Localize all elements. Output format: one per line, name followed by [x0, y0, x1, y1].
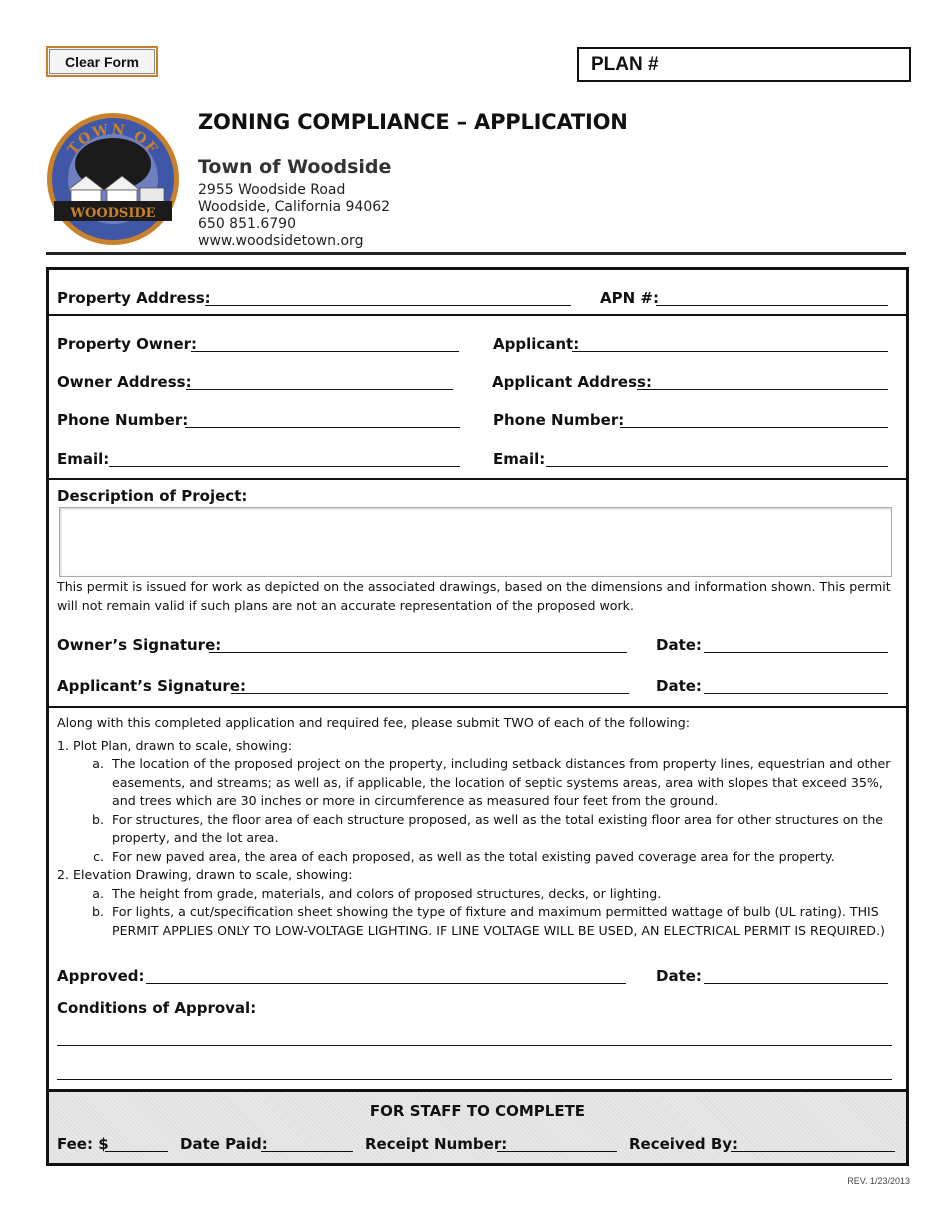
organization-contact — [198, 182, 390, 250]
applicant-signature-label: Applicant’s Signature: — [57, 677, 246, 695]
requirement-item-1: 1. Plot Plan, drawn to scale, showing: — [57, 737, 293, 753]
received-by-label: Received By: — [629, 1135, 739, 1153]
list-text: For lights, a cut/specification sheet showing the type of fixture and maximum permitted wattage of bulb (UL rating). THIS PERMIT APPLIES ONLY TO LOW-VOLTAGE LIGHTING. IF LINE VOLTAGE WILL BE USED, AN ELECTRICAL PERMIT IS REQUIRED.) — [112, 904, 885, 938]
submission-requirements — [57, 714, 902, 940]
organization-name: Town of Woodside — [198, 156, 392, 178]
receipt-number-label: Receipt Number: — [365, 1135, 508, 1153]
applicant-date-label: Date: — [656, 677, 702, 695]
applicant-address-label: Applicant Address: — [492, 373, 652, 391]
list-text: For new paved area, the area of each proposed, as well as the total existing paved coverage area for the property. — [112, 848, 835, 864]
date-paid-field[interactable] — [261, 1151, 353, 1152]
applicant-field[interactable] — [572, 351, 888, 352]
list-marker: a. — [92, 756, 104, 771]
address-line-1: 2955 Woodside Road — [198, 182, 346, 198]
plan-number-field[interactable] — [577, 47, 911, 82]
approved-field[interactable] — [146, 983, 626, 984]
address-line-2: Woodside, California 94062 — [198, 199, 391, 215]
list-text: The height from grade, materials, and colors of proposed structures, decks, or lighting. — [112, 885, 662, 901]
seal-top-text: TOWN OF — [64, 121, 162, 158]
town-seal-logo — [46, 112, 180, 246]
apn-label: APN #: — [600, 289, 659, 307]
section-divider — [49, 478, 906, 480]
requirement-item-1c — [57, 848, 902, 867]
applicant-label: Applicant: — [493, 335, 580, 353]
seal-bottom-text: WOODSIDE — [70, 206, 156, 221]
requirement-item-2b — [57, 903, 902, 940]
conditions-line-1[interactable] — [57, 1045, 892, 1046]
applicant-phone-field[interactable] — [620, 427, 888, 428]
owner-email-field[interactable] — [109, 466, 460, 467]
owner-email-label: Email: — [57, 450, 110, 468]
website: www.woodsidetown.org — [198, 233, 364, 249]
applicant-phone-label: Phone Number: — [493, 411, 625, 429]
description-label: Description of Project: — [57, 487, 248, 505]
owner-phone-label: Phone Number: — [57, 411, 189, 429]
fee-field[interactable] — [105, 1151, 168, 1152]
revision-date: REV. 1/23/2013 — [847, 1176, 910, 1186]
property-address-field[interactable] — [205, 305, 571, 306]
requirements-intro: Along with this completed application and required fee, please submit TWO of each of the following: — [57, 715, 690, 730]
requirement-item-2a — [57, 885, 902, 904]
owner-date-field[interactable] — [704, 652, 888, 653]
owner-signature-label: Owner’s Signature: — [57, 636, 222, 654]
requirement-item-1b — [57, 811, 902, 848]
section-divider — [49, 706, 906, 708]
owner-date-label: Date: — [656, 636, 702, 654]
applicant-email-label: Email: — [493, 450, 546, 468]
permit-notice-line-2: will not remain valid if such plans are not an accurate representation of the proposed work. — [57, 597, 634, 613]
fee-label: Fee: $ — [57, 1135, 109, 1153]
applicant-address-field[interactable] — [637, 389, 888, 390]
list-marker: b. — [92, 904, 104, 919]
property-owner-label: Property Owner: — [57, 335, 198, 353]
approval-date-label: Date: — [656, 967, 702, 985]
property-owner-field[interactable] — [191, 351, 459, 352]
section-divider — [49, 314, 906, 316]
requirement-item-1a — [57, 755, 902, 811]
requirement-item-2: 2. Elevation Drawing, drawn to scale, showing: — [57, 867, 353, 882]
description-textarea[interactable] — [59, 507, 892, 577]
received-by-field[interactable] — [731, 1151, 895, 1152]
application-form — [46, 267, 909, 1166]
list-text: For structures, the floor area of each structure proposed, as well as the total existing floor area for other structures on the property, and the lot area. — [112, 811, 884, 845]
conditions-label: Conditions of Approval: — [57, 999, 257, 1017]
approval-date-field[interactable] — [704, 983, 888, 984]
list-marker: a. — [92, 885, 104, 901]
list-marker: c. — [93, 848, 104, 864]
conditions-line-2[interactable] — [57, 1079, 892, 1080]
property-address-label: Property Address: — [57, 289, 211, 307]
list-text: The location of the proposed project on the property, including setback distances from property lines, equestrian and other easements, and streams; as well as, if applicable, the location of septic systems areas, area with slopes that exceed 35%, and trees which are 30 inches or more in circumference as measured four feet from the ground. — [112, 756, 891, 808]
clear-form-button[interactable]: Clear Form — [46, 46, 158, 77]
plan-number-label: PLAN # — [591, 53, 659, 75]
permit-notice — [57, 578, 891, 615]
header-divider — [46, 252, 906, 255]
apn-field[interactable] — [656, 305, 888, 306]
applicant-date-field[interactable] — [704, 693, 888, 694]
owner-address-field[interactable] — [186, 389, 453, 390]
applicant-email-field[interactable] — [546, 466, 888, 467]
permit-notice-line-1: This permit is issued for work as depicted on the associated drawings, based on the dimensions and information shown. This permit — [57, 579, 891, 594]
owner-phone-field[interactable] — [185, 427, 460, 428]
applicant-signature-field[interactable] — [231, 693, 629, 694]
approved-label: Approved: — [57, 967, 145, 985]
list-marker: b. — [92, 811, 104, 827]
owner-signature-field[interactable] — [209, 652, 627, 653]
form-title: ZONING COMPLIANCE – APPLICATION — [198, 110, 628, 134]
owner-address-label: Owner Address: — [57, 373, 192, 391]
staff-section-title: FOR STAFF TO COMPLETE — [369, 1102, 586, 1120]
receipt-number-field[interactable] — [497, 1151, 617, 1152]
staff-section — [49, 1089, 906, 1163]
phone-number: 650 851.6790 — [198, 216, 296, 232]
date-paid-label: Date Paid: — [180, 1135, 268, 1153]
